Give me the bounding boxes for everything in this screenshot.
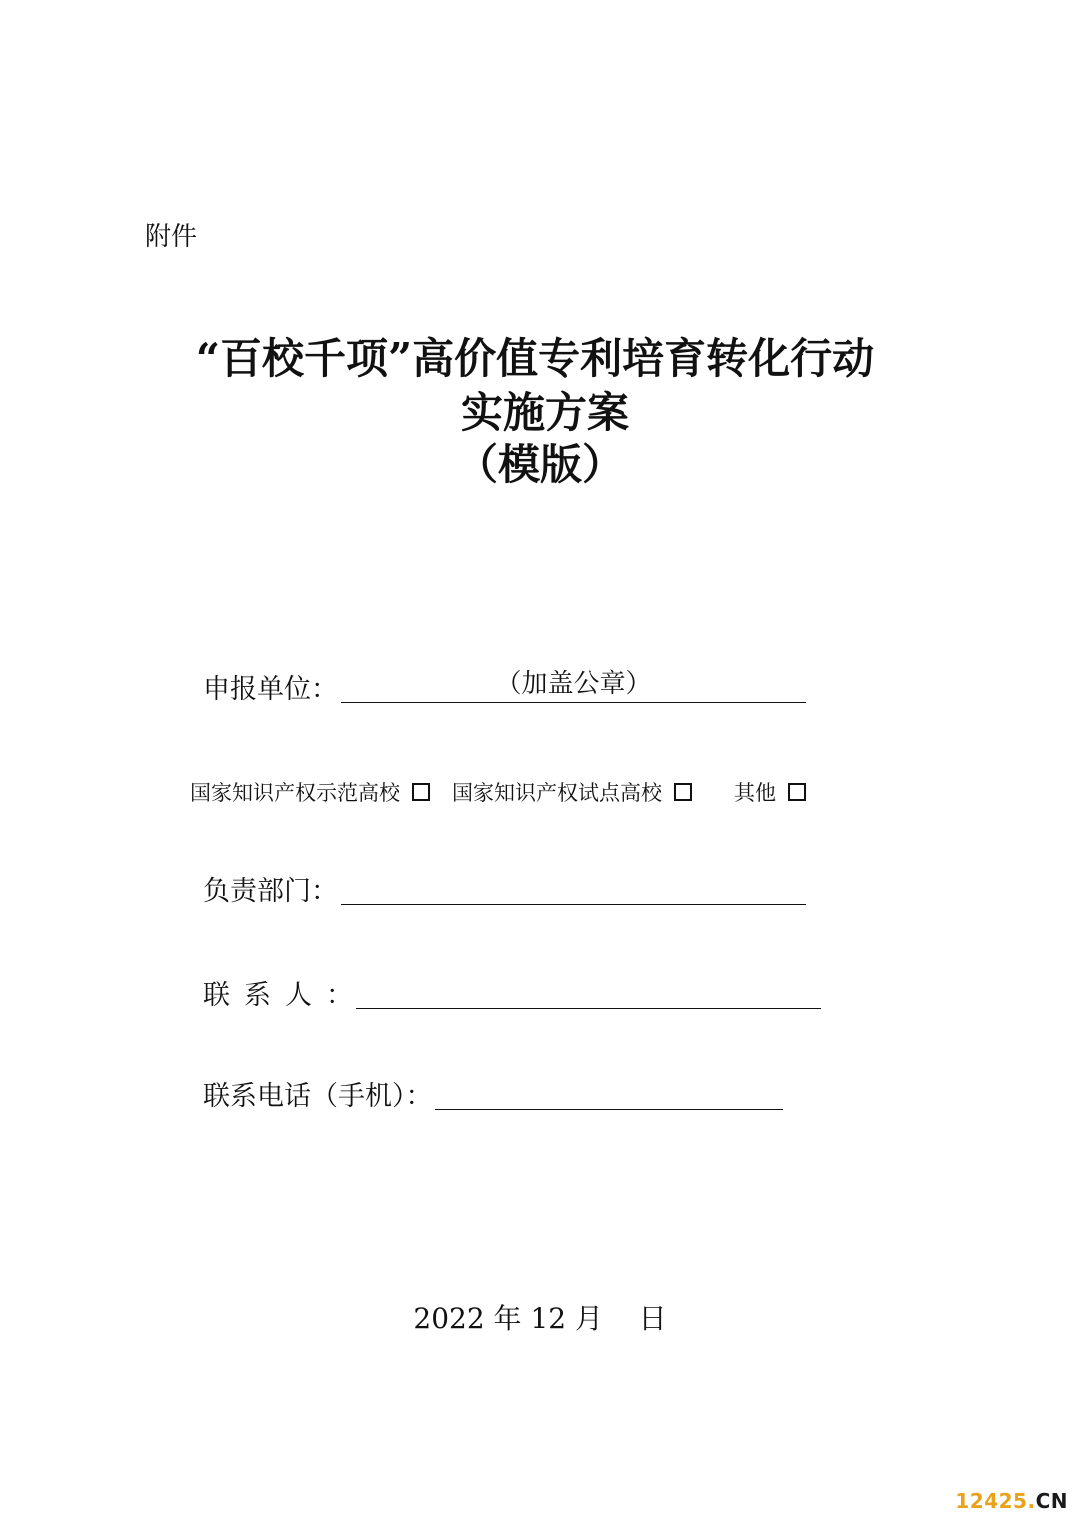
applicant-unit-label: 申报单位： <box>203 674 338 705</box>
option-pilot-school <box>452 777 692 807</box>
document-date: 2022 年 12 月 日 <box>413 1302 667 1335</box>
seal-hint: （加盖公章） <box>495 669 652 699</box>
option-demo-school <box>190 777 430 807</box>
phone-input-line[interactable] <box>435 1079 783 1110</box>
option-demo-school-checkbox[interactable] <box>412 783 430 801</box>
watermark-number: 12425 <box>955 1489 1028 1513</box>
applicant-unit-input-line[interactable] <box>341 669 806 703</box>
contact-person-input-line[interactable] <box>356 978 821 1009</box>
option-other-checkbox[interactable] <box>788 783 806 801</box>
attachment-label: 附件 <box>145 222 198 252</box>
applicant-unit-field <box>203 669 806 705</box>
option-demo-school-label: 国家知识产权示范高校 <box>190 781 400 805</box>
option-other-label: 其他 <box>734 781 776 805</box>
department-field <box>203 874 806 905</box>
department-label: 负责部门： <box>203 876 338 907</box>
document-title-line3: （模版） <box>455 440 624 489</box>
document-title-line1: “百校千项”高价值专利培育转化行动 <box>195 334 875 383</box>
option-other <box>734 777 806 807</box>
watermark-suffix: CN <box>1035 1489 1068 1513</box>
document-title-line2: 实施方案 <box>460 388 629 437</box>
phone-label: 联系电话（手机）： <box>203 1081 433 1112</box>
contact-person-field <box>203 978 821 1009</box>
option-pilot-school-checkbox[interactable] <box>674 783 692 801</box>
department-input-line[interactable] <box>341 874 806 905</box>
site-watermark <box>955 1489 1068 1513</box>
contact-person-label: 联系人： <box>203 980 367 1011</box>
phone-field <box>203 1079 783 1110</box>
school-type-options <box>190 777 806 807</box>
watermark-dot: . <box>1027 1489 1036 1513</box>
option-pilot-school-label: 国家知识产权试点高校 <box>452 781 662 805</box>
